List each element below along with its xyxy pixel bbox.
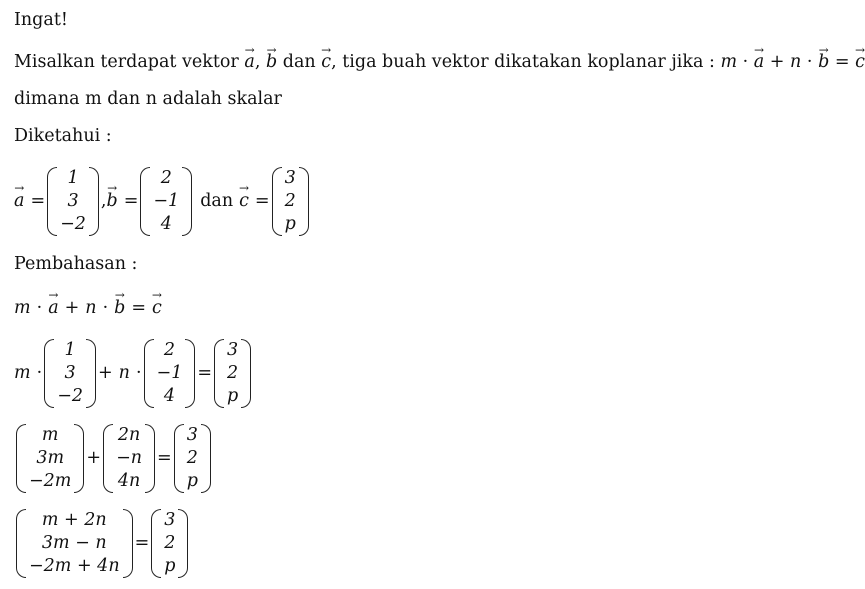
matrix-entry: 2 xyxy=(284,190,296,211)
matrix-entry: 2 xyxy=(186,447,198,468)
scalar-m: m xyxy=(14,298,31,318)
vector-b-matrix xyxy=(144,339,196,408)
matrix-entry: −2 xyxy=(57,385,83,406)
step-1-equation xyxy=(14,298,162,318)
vector-b-symbol: b → xyxy=(818,54,829,72)
scalar-m: m xyxy=(720,52,738,72)
matrix-entry: 3 xyxy=(227,339,239,360)
equals-operator: = xyxy=(131,298,147,318)
matrix-entry: 3m − n xyxy=(41,532,107,553)
matrix-entry: m xyxy=(41,424,59,445)
matrix-entry: 3m xyxy=(36,447,65,468)
matrix-entry: −2m xyxy=(29,470,72,491)
given-heading: Diketahui : xyxy=(14,126,112,146)
equals-operator: = xyxy=(134,533,150,553)
matrix-entry: 1 xyxy=(67,167,79,188)
matrix-entry: 1 xyxy=(64,339,76,360)
definition-suffix: tiga buah vektor dikatakan koplanar jika : xyxy=(342,52,715,72)
vector-c-matrix xyxy=(174,424,211,493)
matrix-entry: 2 xyxy=(164,532,176,553)
plus-operator: + xyxy=(98,363,113,383)
n-scaled-matrix xyxy=(103,424,155,493)
matrix-entry: p xyxy=(227,385,239,406)
reminder-heading: Ingat! xyxy=(14,10,68,30)
matrix-entry: 3 xyxy=(164,509,176,530)
and-word: dan xyxy=(200,191,234,211)
comma: , xyxy=(254,52,261,72)
vector-b-symbol: b → xyxy=(107,191,118,211)
matrix-entry: 2 xyxy=(227,362,239,383)
coplanar-definition xyxy=(14,54,865,72)
matrix-entry: 3 xyxy=(64,362,76,383)
matrix-entry: 4n xyxy=(117,470,141,491)
coplanar-rule xyxy=(720,52,864,72)
vector-c-symbol: c → xyxy=(152,298,162,318)
matrix-entry: 2 xyxy=(160,167,172,188)
dot-operator: · xyxy=(806,52,813,72)
m-scaled-matrix xyxy=(16,424,84,493)
matrix-entry: p xyxy=(284,213,296,234)
plus-operator: + xyxy=(86,448,102,468)
plus-operator: + xyxy=(64,298,80,318)
vector-c-symbol: c → xyxy=(239,191,249,211)
vector-c-symbol: c → xyxy=(321,54,331,72)
matrix-entry: 4 xyxy=(160,213,172,234)
matrix-entry: −1 xyxy=(153,190,180,211)
scalar-n: n xyxy=(118,363,130,383)
step-4-equation xyxy=(14,508,190,578)
vector-a-symbol: a → xyxy=(48,298,58,318)
vector-a-symbol: a → xyxy=(14,191,24,211)
matrix-entry: 3 xyxy=(67,190,79,211)
definition-prefix: Misalkan terdapat vektor xyxy=(14,52,239,72)
scalar-n: n xyxy=(85,298,97,318)
matrix-entry: p xyxy=(164,555,176,576)
given-vectors: a → = 1 3 −2 , b → = 2 −1 4 dan c → = 3 2 p xyxy=(14,166,311,236)
dot-operator: · xyxy=(135,363,142,383)
matrix-entry: m + 2n xyxy=(41,509,107,530)
step-2-equation xyxy=(14,338,253,408)
matrix-entry: 2n xyxy=(117,424,141,445)
combined-matrix xyxy=(16,509,133,578)
vector-c-symbol: c → xyxy=(855,54,865,72)
vector-a-matrix xyxy=(47,167,99,236)
matrix-entry: 2 xyxy=(163,339,175,360)
matrix-entry: p xyxy=(186,470,198,491)
solution-heading: Pembahasan : xyxy=(14,254,138,274)
comma: , xyxy=(331,52,337,72)
vector-c-matrix xyxy=(272,167,309,236)
scalar-n: n xyxy=(790,52,802,72)
dot-operator: · xyxy=(36,298,43,318)
scalar-m: m xyxy=(14,363,31,383)
matrix-entry: −2m + 4n xyxy=(29,555,120,576)
vector-a-symbol: a → xyxy=(244,54,254,72)
dot-operator: · xyxy=(36,363,43,383)
step-3-equation xyxy=(14,423,213,493)
vector-c-matrix xyxy=(151,509,188,578)
equals-operator: = xyxy=(157,448,172,468)
and-word: dan xyxy=(282,52,316,72)
matrix-entry: 3 xyxy=(186,424,198,445)
equals-operator: = xyxy=(834,52,850,72)
matrix-entry: −1 xyxy=(156,362,183,383)
matrix-entry: 4 xyxy=(163,385,175,406)
scalar-note: dimana m dan n adalah skalar xyxy=(14,89,282,109)
vector-a-matrix xyxy=(44,339,96,408)
matrix-entry: 3 xyxy=(284,167,296,188)
vector-b-matrix xyxy=(140,167,192,236)
dot-operator: · xyxy=(102,298,109,318)
vector-a-symbol: a → xyxy=(754,54,764,72)
dot-operator: · xyxy=(742,52,749,72)
equals-operator: = xyxy=(197,363,213,383)
vector-b-symbol: b → xyxy=(266,54,277,72)
plus-operator: + xyxy=(769,52,785,72)
vector-b-symbol: b → xyxy=(114,298,125,318)
vector-c-matrix xyxy=(214,339,251,408)
matrix-entry: −2 xyxy=(60,213,86,234)
matrix-entry: −n xyxy=(116,447,143,468)
